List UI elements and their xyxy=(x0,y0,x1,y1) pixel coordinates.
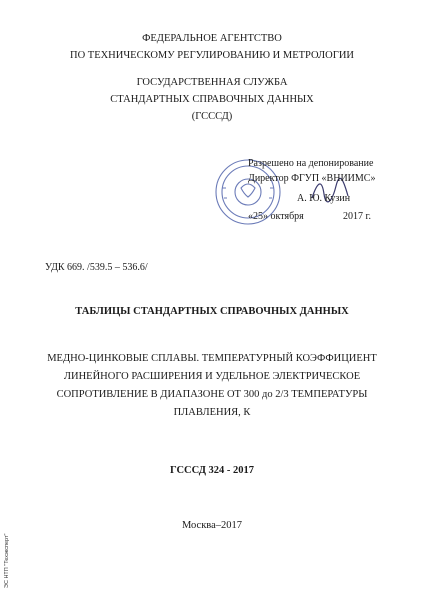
document-subject xyxy=(0,350,424,422)
sidebar-note-text: ЭС НТП "Техэксперт" xyxy=(4,533,10,588)
service-line-1: ГОСУДАРСТВЕННАЯ СЛУЖБА xyxy=(136,77,288,88)
service-line-2: СТАНДАРТНЫХ СПРАВОЧНЫХ ДАННЫХ xyxy=(110,94,314,105)
approval-permitted: Разрешено на депонирование xyxy=(248,158,374,169)
service-header xyxy=(0,74,424,125)
agency-line-1: ФЕДЕРАЛЬНОЕ АГЕНТСТВО xyxy=(142,33,282,44)
standard-code: ГСССД 324 - 2017 xyxy=(169,465,255,476)
document-title: ТАБЛИЦЫ СТАНДАРТНЫХ СПРАВОЧНЫХ ДАННЫХ xyxy=(75,306,349,317)
approval-date-line xyxy=(248,209,378,224)
udk-code: УДК 669. /539.5 – 536.6/ xyxy=(45,262,148,273)
service-line-3: (ГСССД) xyxy=(191,111,233,122)
agency-header xyxy=(0,30,424,64)
approval-name: А. Ю. Кузин xyxy=(297,193,351,204)
subject-line-2: ЛИНЕЙНОГО РАСШИРЕНИЯ И УДЕЛЬНОЕ ЭЛЕКТРИЧЕСКОЕ xyxy=(63,371,361,382)
subject-line-3: СОПРОТИВЛЕНИЕ В ДИАПАЗОНЕ ОТ 300 до 2/3 ТЕМПЕРАТУРЫ xyxy=(56,389,368,400)
agency-line-2: ПО ТЕХНИЧЕСКОМУ РЕГУЛИРОВАНИЮ И МЕТРОЛОГИИ xyxy=(69,50,354,61)
subject-line-1: МЕДНО-ЦИНКОВЫЕ СПЛАВЫ. ТЕМПЕРАТУРНЫЙ КОЭФФИЦИЕНТ xyxy=(47,353,377,364)
approval-date: «25» октября xyxy=(248,211,304,222)
approval-year: 2017 г. xyxy=(343,211,371,222)
subject-line-4: ПЛАВЛЕНИЯ, К xyxy=(173,407,251,418)
sidebar-note xyxy=(4,500,14,588)
city-year: Москва–2017 xyxy=(181,520,243,531)
approval-director: Директор ФГУП «ВНИИМС» xyxy=(248,173,376,184)
